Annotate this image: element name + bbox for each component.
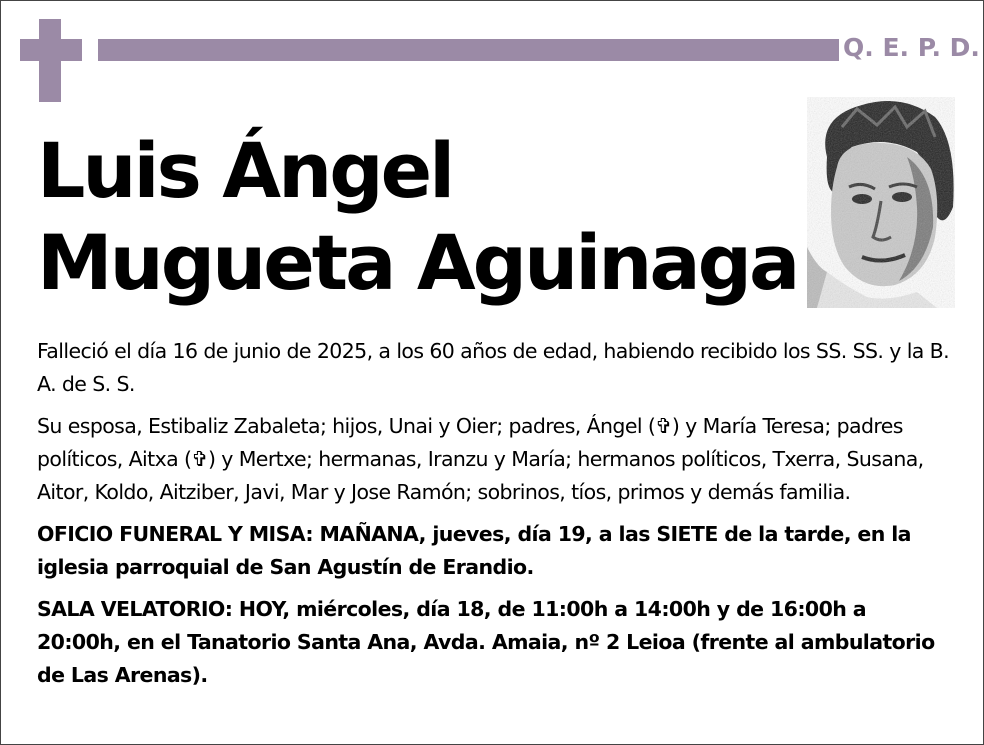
family-list: Su esposa, Estibaliz Zabaleta; hijos, Unai y Oier; padres, Ángel (✞) y María Teresa; padres políticos, Aitxa (✞) y Mertxe; hermanas, Iranzu y María; hermanos políticos, Txerra, Susana, Aitor, Koldo, Aitziber, Javi, Mar y Jose Ramón; sobrinos, tíos, primos y demás familia. [37, 410, 955, 509]
funeral-info: OFICIO FUNERAL Y MISA: MAÑANA, jueves, día 19, a las SIETE de la tarde, en la iglesia parroquial de San Agustín de Erandio. [37, 522, 911, 579]
header-rule [98, 39, 839, 61]
cross-icon-bar [20, 39, 82, 61]
small-cross-icon: ✞ [655, 414, 672, 438]
name-line-1: Luis Ángel [37, 126, 453, 215]
portrait-photo [807, 97, 955, 308]
qepd-label: Q. E. P. D. [843, 33, 980, 62]
death-announcement: Falleció el día 16 de junio de 2025, a los 60 años de edad, habiendo recibido los SS. SS. y la B. A. de S. S. [37, 339, 950, 396]
deceased-name [37, 125, 797, 309]
obituary-body [37, 335, 955, 701]
name-line-2: Mugueta Aguinaga [37, 218, 798, 307]
small-cross-icon: ✞ [191, 447, 208, 471]
wake-info: SALA VELATORIO: HOY, miércoles, día 18, de 11:00h a 14:00h y de 16:00h a 20:00h, en el Tanatorio Santa Ana, Avda. Amaia, nº 2 Leioa (frente al ambulatorio de Las Arenas). [37, 597, 935, 687]
